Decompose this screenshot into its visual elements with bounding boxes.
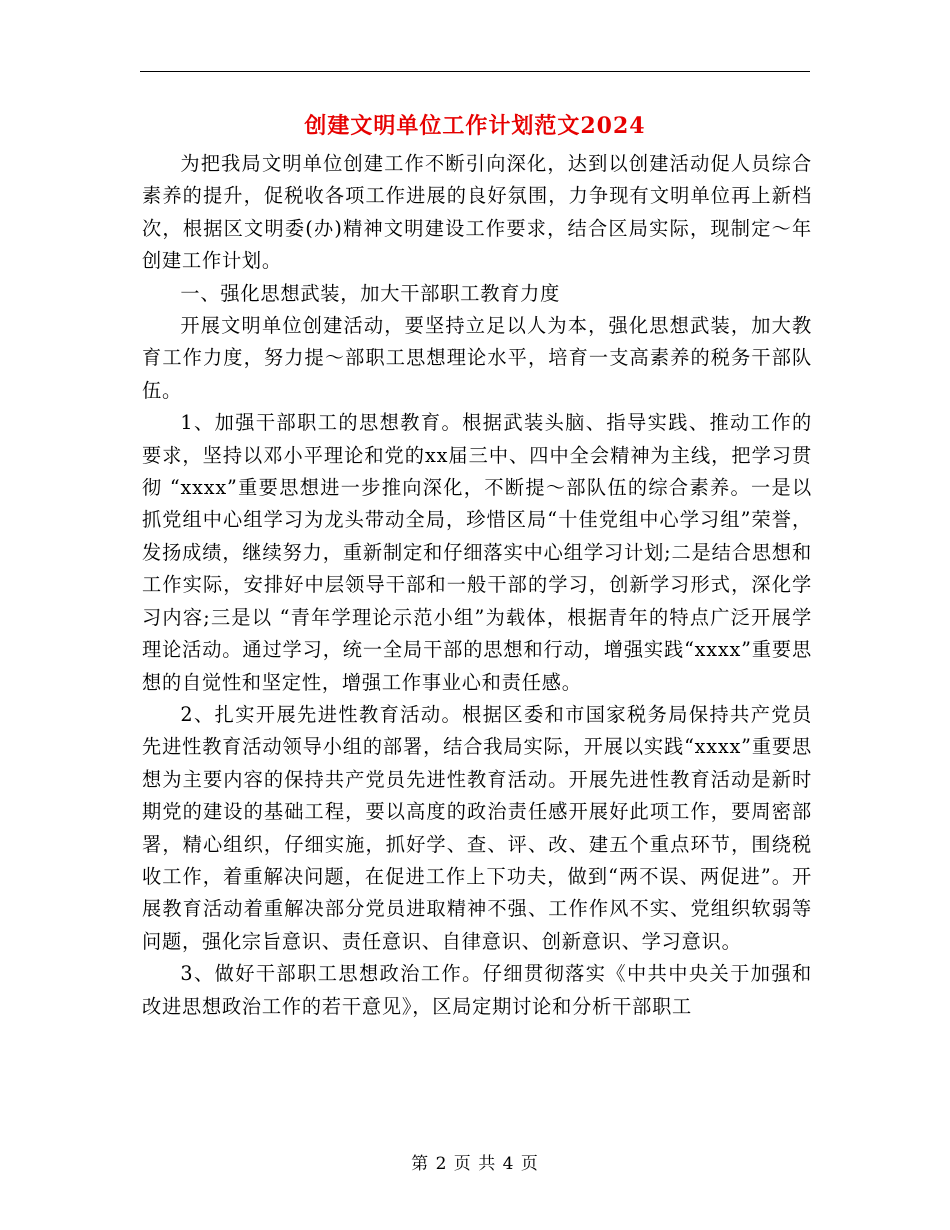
section-heading-1: 一、强化思想武装，加大干部职工教育力度 bbox=[180, 281, 561, 305]
paragraph-item-3: 3、做好干部职工思想政治工作。仔细贯彻落实《中共中央关于加强和改进思想政治工作的若干意见》，区局定期讨论和分析干部职工 bbox=[142, 962, 812, 1018]
paragraph-item-1: 1、加强干部职工的思想教育。根据武装头脑、指导实践、推动工作的要求，坚持以邓小平理论和党的xx届三中、四中全会精神为主线，把学习贯彻 “xxxx”重要思想进一步推向深化，不断提～部队伍的综合素养。一是以抓党组中心组学习为龙头带动全局，珍惜区局“十佳党组中心学习组”荣誉，发扬成绩，继续努力，重新制定和仔细落实中心组学习计划;二是结合思想和工作实际，安排好中层领导干部和一般干部的学习，创新学习形式，深化学习内容;三是以 “青年学理论示范小组”为载体，根据青年的特点广泛开展学理论活动。通过学习，统一全局干部的思想和行动，增强实践“xxxx”重要思想的自觉性和坚定性，增强工作事业心和责任感。 bbox=[142, 411, 812, 694]
header-rule bbox=[140, 71, 810, 72]
document-title: 创建文明单位工作计划范文2024 bbox=[304, 113, 646, 139]
paragraph-section-1: 开展文明单位创建活动，要坚持立足以人为本，强化思想武装，加大教育工作力度，努力提～部职工思想理论水平，培育一支高素养的税务干部队伍。 bbox=[142, 314, 812, 402]
paragraph-item-2: 2、扎实开展先进性教育活动。根据区委和市国家税务局保持共产党员先进性教育活动领导小组的部署，结合我局实际，开展以实践“xxxx”重要思想为主要内容的保持共产党员先进性教育活动。开展先进性教育活动是新时期党的建设的基础工程，要以高度的政治责任感开展好此项工作，要周密部署，精心组织，仔细实施，抓好学、查、评、改、建五个重点环节，围绕税收工作，着重解决问题，在促进工作上下功夫，做到“两不误、两促进”。开展教育活动着重解决部分党员进取精神不强、工作作风不实、党组织软弱等问题，强化宗旨意识、责任意识、自律意识、创新意识、学习意识。 bbox=[142, 702, 812, 953]
paragraph-intro: 为把我局文明单位创建工作不断引向深化，达到以创建活动促人员综合素养的提升，促税收各项工作进展的良好氛围，力争现有文明单位再上新档次，根据区文明委(办)精神文明建设工作要求，结合区局实际，现制定～年创建工作计划。 bbox=[142, 152, 812, 273]
document-body bbox=[142, 148, 812, 1023]
page-footer: 第 2 页 共 4 页 bbox=[411, 1154, 539, 1174]
